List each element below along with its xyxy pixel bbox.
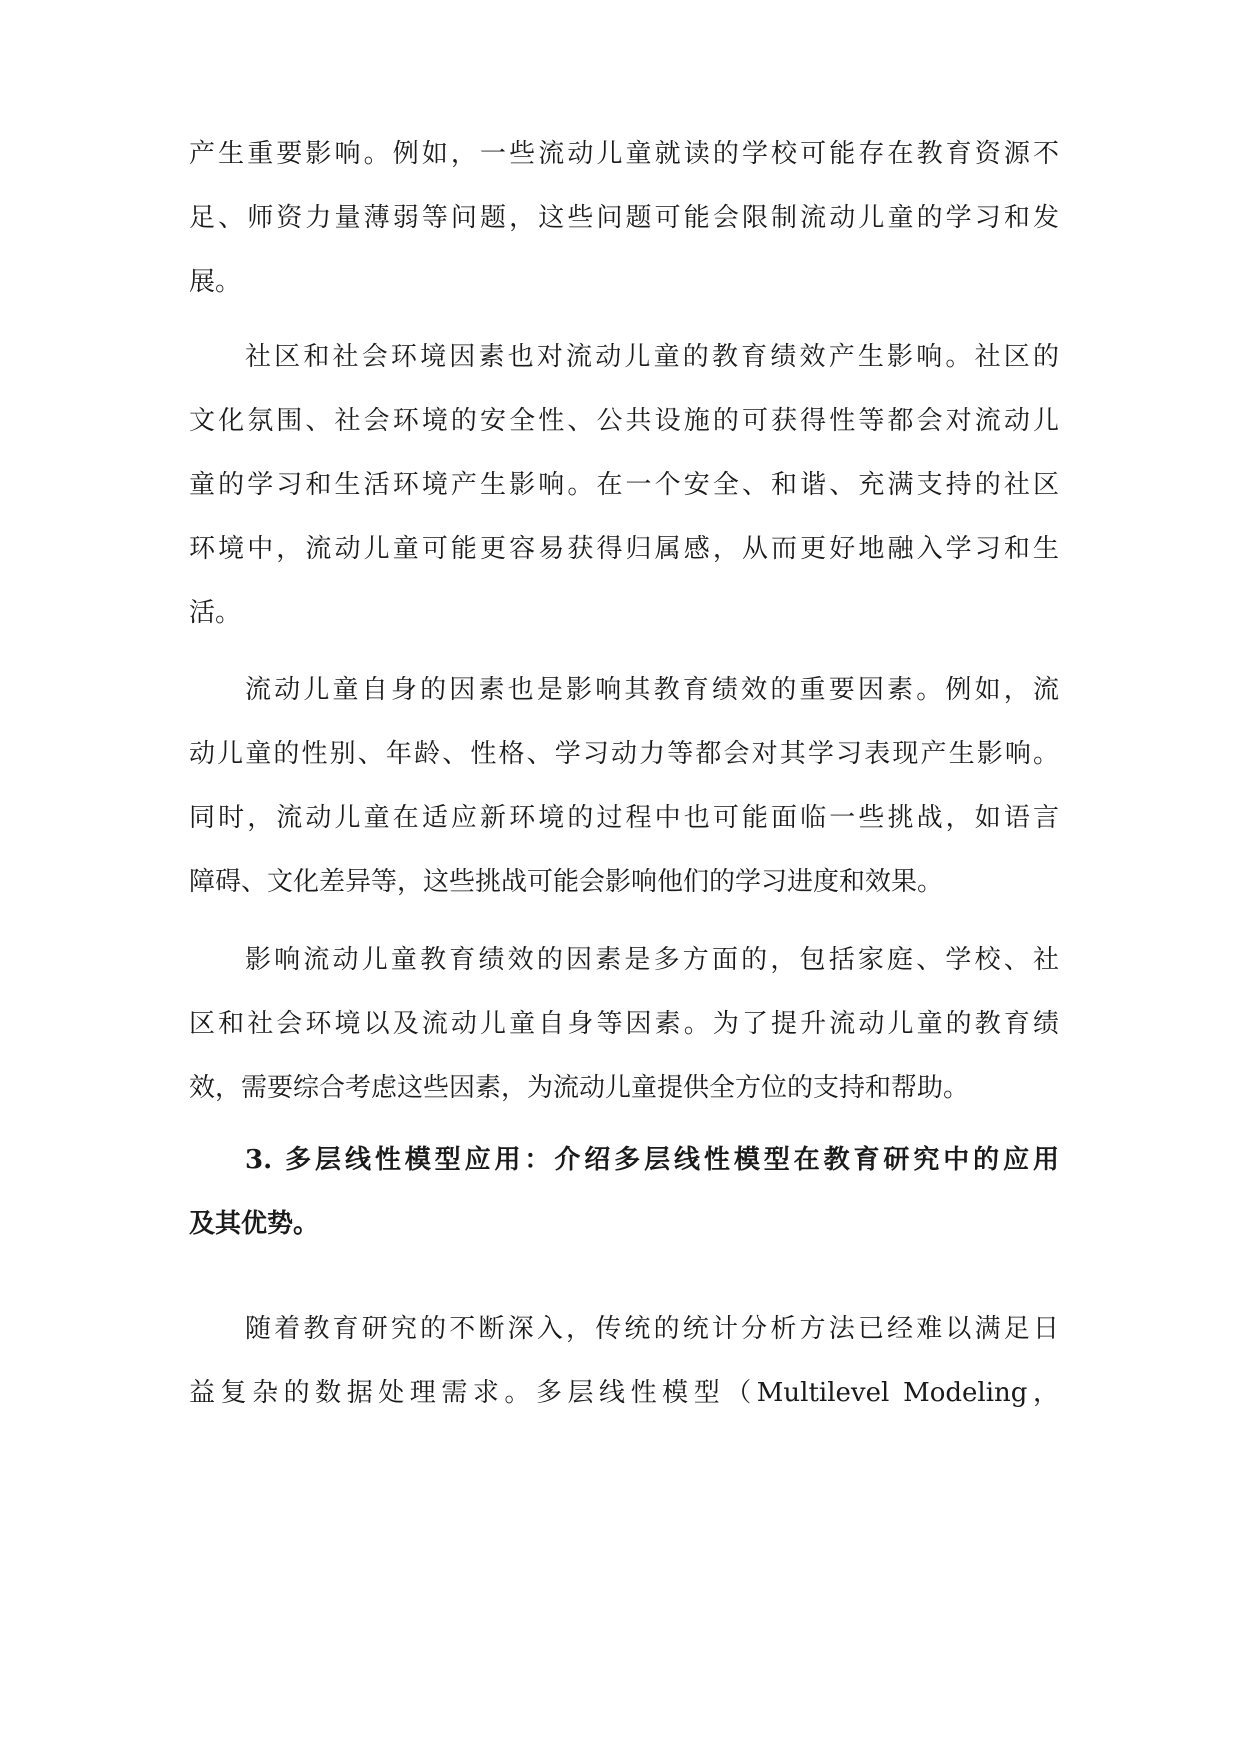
paragraph-line: 童的学习和生活环境产生影响。在一个安全、和谐、充满支持的社区 bbox=[189, 470, 1059, 500]
paragraph-2 bbox=[189, 325, 1059, 645]
section-heading bbox=[189, 1128, 1059, 1256]
paragraph-line: 动儿童的性别、年龄、性格、学习动力等都会对其学习表现产生影响。 bbox=[189, 739, 1059, 769]
paragraph-line: 益复杂的数据处理需求。多层线性模型（Multilevel Modeling， bbox=[189, 1378, 1059, 1408]
paragraph-line: 区和社会环境以及流动儿童自身等因素。为了提升流动儿童的教育绩 bbox=[189, 1009, 1059, 1039]
paragraph-line: 障碍、文化差异等，这些挑战可能会影响他们的学习进度和效果。 bbox=[189, 867, 944, 897]
paragraph-line: 产生重要影响。例如，一些流动儿童就读的学校可能存在教育资源不 bbox=[189, 139, 1059, 169]
paragraph-line: 社区和社会环境因素也对流动儿童的教育绩效产生影响。社区的 bbox=[245, 342, 1059, 372]
paragraph-3 bbox=[189, 658, 1059, 914]
paragraph-line: 随着教育研究的不断深入，传统的统计分析方法已经难以满足日 bbox=[245, 1314, 1059, 1344]
paragraph-line: 流动儿童自身的因素也是影响其教育绩效的重要因素。例如，流 bbox=[245, 675, 1059, 705]
heading-line: 及其优势。 bbox=[189, 1209, 320, 1239]
paragraph-line: 活。 bbox=[189, 598, 242, 628]
paragraph-4 bbox=[189, 928, 1059, 1120]
paragraph-line: 足、师资力量薄弱等问题，这些问题可能会限制流动儿童的学习和发 bbox=[189, 203, 1059, 233]
paragraph-line: 同时，流动儿童在适应新环境的过程中也可能面临一些挑战，如语言 bbox=[189, 803, 1059, 833]
paragraph-5 bbox=[189, 1297, 1059, 1425]
paragraph-line: 展。 bbox=[189, 267, 242, 297]
paragraph-1 bbox=[189, 122, 1059, 314]
paragraph-line: 文化氛围、社会环境的安全性、公共设施的可获得性等都会对流动儿 bbox=[189, 406, 1059, 436]
paragraph-line: 影响流动儿童教育绩效的因素是多方面的，包括家庭、学校、社 bbox=[245, 945, 1059, 975]
paragraph-line: 环境中，流动儿童可能更容易获得归属感，从而更好地融入学习和生 bbox=[189, 534, 1059, 564]
paragraph-line: 效，需要综合考虑这些因素，为流动儿童提供全方位的支持和帮助。 bbox=[189, 1073, 970, 1103]
heading-line: 3. 多层线性模型应用：介绍多层线性模型在教育研究中的应用 bbox=[245, 1145, 1059, 1175]
